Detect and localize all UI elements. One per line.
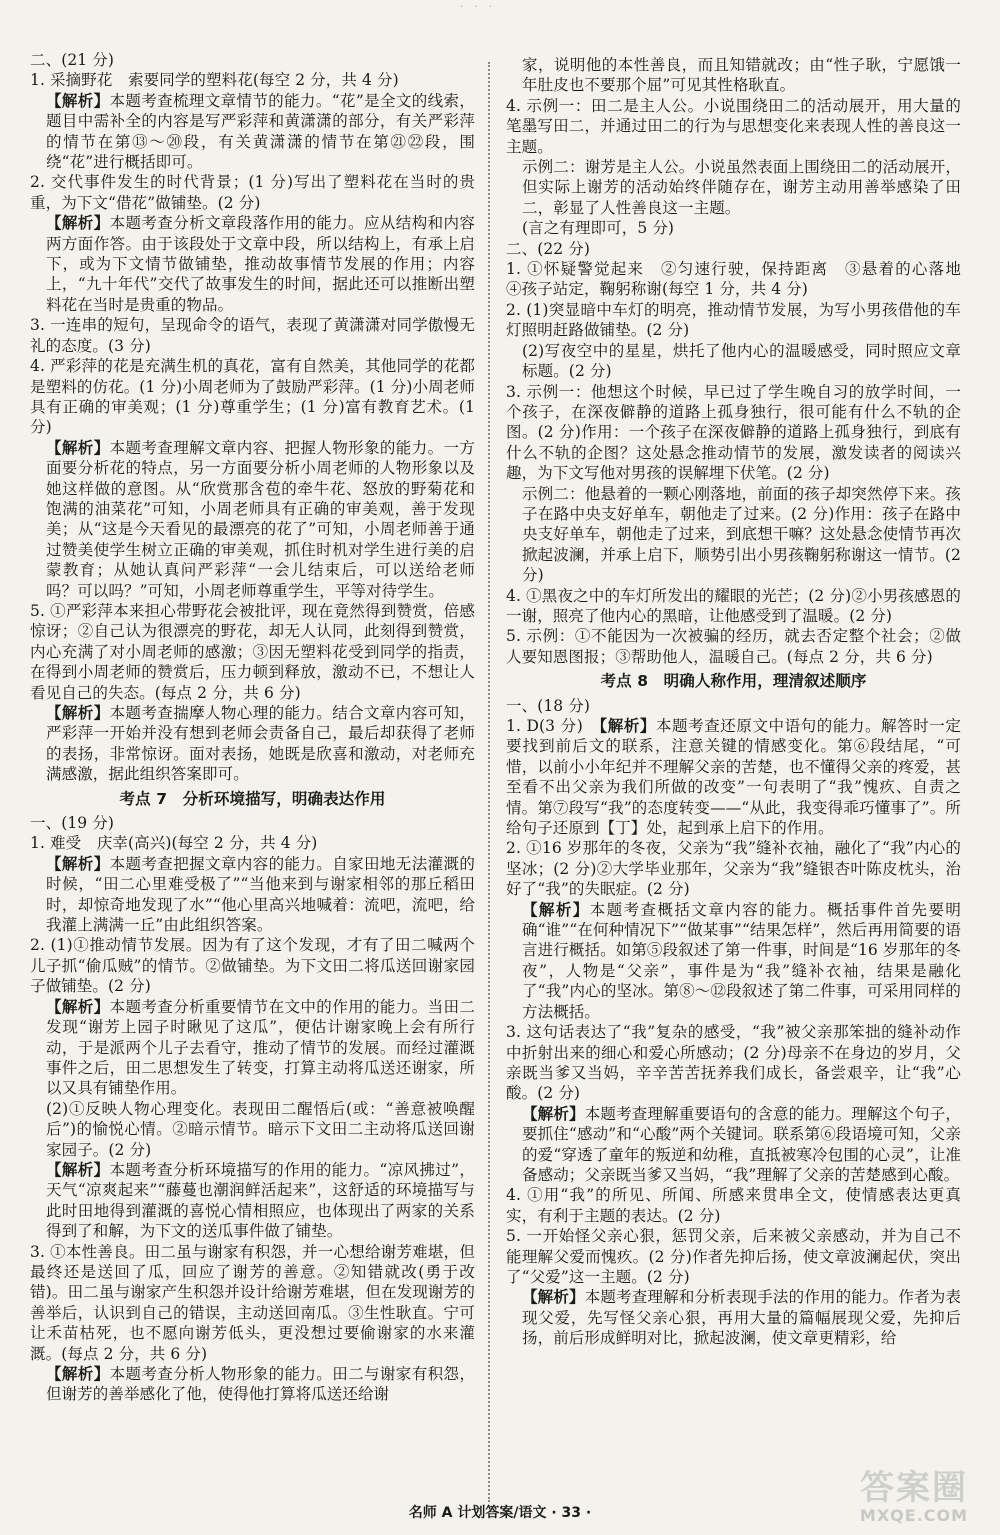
answer-paragraph: [506, 838, 961, 899]
paragraph-text: 4. 严彩萍的花是充满生机的真花，富有自然美，其他同学的花都是塑料的仿花。(1 分)小周老师为了鼓励严彩萍。(1 分)小周老师具有正确的审美观；(1 分)尊重学生；(1 分)富有教育艺术。(1 分): [30, 357, 475, 437]
analysis-tag: 【解析】: [46, 214, 110, 233]
answer-paragraph: [506, 1226, 961, 1287]
analysis-tag: 【解析】: [522, 1104, 585, 1123]
analysis-paragraph: [30, 854, 475, 936]
answer-paragraph: [506, 300, 961, 341]
paragraph-text: 5. ①严彩萍本来担心带野花会被批评，现在竟然得到赞赏，倍感惊讶；②自己认为很漂亮的野花，却无人认同，此刻得到赞赏，内心充满了对小周老师的感激；③因无塑料花受到同学的指责，在得到小周老师的赞赏后，压力顿到释放，激动不已，不想让人看见自己的失态。(每点 2 分，共 6 分): [30, 601, 475, 702]
answer-paragraph: [30, 50, 475, 70]
answer-paragraph: [506, 218, 961, 238]
paragraph-text: 本题考查梳理文章情节的能力。“花”是全文的线索，题目中需补全的内容是写严彩萍和黄潇潇的部分，有关严彩萍的情节在第⑬～⑳段，有关黄潇潇的情节在第㉑㉒段，围绕“花”进行概括即可。: [46, 91, 476, 172]
analysis-tag: 【解析】: [522, 1288, 585, 1307]
answer-paragraph: [506, 1185, 961, 1226]
paragraph-text: 本题考查分析人物形象的能力。田二与谢家有积怨，但谢芳的善举感化了他，使得他打算将瓜送还给谢: [46, 1365, 475, 1404]
answer-paragraph: [30, 172, 475, 213]
paragraph-text: 3. 示例一：他想这个时候，早已过了学生晚自习的放学时间，一个孩子，在深夜僻静的道路上孤身独行，很可能有什么不轨的企图。(2 分)作用：一个孩子在深夜僻静的道路上孤身独行，到底有什么不轨的企图？这处悬念推动情节的发展，激发读者的阅读兴趣，为下文写他对男孩的误解埋下伏笔。(2 分): [506, 382, 961, 483]
answer-paragraph: [506, 484, 961, 586]
answer-paragraph: [506, 341, 961, 382]
answer-paragraph: [506, 157, 961, 218]
paragraph-text: (2)写夜空中的星星，烘托了他内心的温暖感受，同时照应文章标题。(2 分): [522, 341, 961, 381]
paragraph-text: 4. ①用“我”的所见、所闻、所感来贯串全文，使情感表达更真实，有利于主题的表达。(2 分): [506, 1186, 961, 1225]
answer-paragraph: [506, 55, 961, 96]
answer-paragraph: [506, 626, 961, 667]
analysis-paragraph: [30, 91, 475, 173]
paragraph-text: 2. (1)突显暗中车灯的明亮，推动情节发展，为写小男孩借他的车灯照明赶路做铺垫。(2 分): [506, 300, 961, 340]
paragraph-text: 本题考查理解和分析表现手法的作用的能力。作者为表现父爱，先写怪父亲心狠，再用大量的篇幅展现父爱，先抑后扬，前后形成鲜明对比，掀起波澜，使文章更精彩，给: [522, 1288, 961, 1348]
answer-paragraph: [30, 935, 475, 996]
analysis-tag: 【解析】: [522, 900, 590, 919]
paragraph-text: 本题考查揣摩人物心理的能力。结合文章内容可知，严彩萍一开始并没有想到老师会责备自己，最后却获得了老师的表扬，非常惊讶。面对表扬，她既是欣喜和激动，对老师充满感激，据此组织答案即可。: [46, 704, 475, 784]
answer-paragraph: [30, 601, 475, 703]
page-footer: 名师 A 计划答案/语文 · 33 ·: [408, 1505, 592, 1521]
answer-paragraph: [30, 833, 475, 853]
paragraph-text: 示例二：谢芳是主人公。小说虽然表面上围绕田二的活动展开，但实际上谢芳的活动始终伴随存在，谢芳主动用善举感染了田二，彰显了人性善良这一主题。: [522, 158, 961, 217]
analysis-text: 本题考查还原文中语句的能力。解答时一定要找到前后文的联系，注意关键的情感变化。第⑥段结尾，“可惜，以前小小年纪并不理解父亲的苦楚，也不懂得父亲的疼爱，甚至看不出父亲为我们所做的改变”一句表明了“我”愧疚、自责之情。第⑦段写“我”的态度转变——“从此，我变得乖巧懂事了”。所给句子还原到【丁】处，起到承上启下的作用。: [506, 717, 961, 838]
paragraph-text: 3. ①本性善良。田二虽与谢家有积怨，并一心想给谢芳难堪，但最终还是送回了瓜，回应了谢芳的善意。②知错就改(勇于改错)。田二虽与谢家产生积怨并设计给谢芳难堪，但在发现谢芳的善举后，认识到自己的错误，主动送回南瓜。③生性耿直。宁可让禾苗枯死，也不愿向谢芳低头，更没想过要偷谢家的水来灌溉。(每点 2 分，共 6 分): [30, 1242, 475, 1363]
analysis-paragraph: [30, 997, 475, 1099]
column-divider: [488, 62, 490, 1502]
scan-marks: · · ·: [460, 2, 496, 13]
paragraph-text: 1. 难受 庆幸(高兴)(每空 2 分，共 4 分): [30, 834, 318, 853]
paragraph-text: 本题考查分析重要情节在文中的作用的能力。当田二发现“谢芳上园子时瞅见了这瓜”，便估计谢家晚上会有所行动，于是派两个儿子去看守，推动了情节的发展。而经过灌溉事件之后，田二思想发生了转变，打算主动将瓜送还谢家，所以又具有铺垫作用。: [46, 997, 475, 1098]
paragraph-text: 本题考查理解文章内容、把握人物形象的能力。一方面要分析花的特点，另一方面要分析小周老师的人物形象以及她这样做的意图。从“欣赏那含苞的牵牛花、怒放的野菊花和饱满的油菜花”可知，小周老师具有正确的审美观，善于发现美；从“这是今天看见的最漂亮的花了”可知，小周老师善于通过赞美使学生树立正确的审美观，抓住时机对学生进行美的启蒙教育；从她认真问严彩萍“一会儿结束后，可以送给老师吗？可以吗？”可知，小周老师尊重学生，平等对待学生。: [46, 438, 475, 600]
paragraph-text: 3. 一连串的短句，呈现命令的语气，表现了黄潇潇对同学傲慢无礼的态度。(3 分): [30, 316, 475, 355]
answer-paragraph: [506, 696, 961, 716]
paragraph-text: 2. ①16 岁那年的冬夜，父亲为“我”缝补衣袖，融化了“我”内心的坚冰；(2 分)②大学毕业那年，父亲为“我”缝银杏叶陈皮枕头，治好了“我”的失眠症。(2 分): [506, 839, 961, 899]
answer-paragraph: [506, 1022, 961, 1104]
right-column: [506, 55, 977, 1349]
analysis-tag: 【解析】: [46, 1365, 110, 1383]
paragraph-text: 本题考查概括文章内容的能力。概括事件首先要明确“谁”“在何种情况下”“做某事”“结果怎样”，然后再用简要的语言进行概括。如第⑤段叙述了第一件事，时间是“16 岁那年的冬夜”，人物是“父亲”，事件是为“我”缝补衣袖，结果是融化了“我”内心的坚冰。第⑧～⑫段叙述了第二件事，可采用同样的方法概括。: [522, 900, 961, 1021]
section-heading: 考点 8 明确人称作用，理清叙述顺序: [600, 672, 867, 691]
watermark-logo-text: 答案圈: [860, 1468, 968, 1508]
answer-text: 1. D(3 分): [506, 717, 583, 735]
paragraph-text: 本题考查理解重要语句的含意的能力。理解这个句子，要抓住“感动”和“心酸”两个关键词。联系第⑥段语境可知，父亲的爱“穿透了童年的叛逆和幼稚，直抵被寒冷包围的心灵”，让准备感动；父亲既当爹又当妈，“我”理解了父亲的苦楚感到心酸。: [522, 1104, 961, 1184]
analysis-paragraph: [30, 703, 475, 785]
answer-paragraph: [30, 70, 475, 90]
analysis-tag: 【解析】: [46, 854, 110, 873]
analysis-tag: 【解析】: [46, 997, 110, 1016]
paragraph-text: 本题考查分析文章段落作用的能力。应从结构和内容两方面作答。由于该段处于文章中段，所以结构上，有承上启下，或为下文情节做铺垫，推动故事情节发展的作用；内容上，“九十年代”交代了故事发生的时间，据此还可以推断出塑料花在当时是贵重的物品。: [46, 214, 475, 314]
paragraph-text: 4. ①黑夜之中的车灯所发出的耀眼的光芒；(2 分)②小男孩感恩的一谢，照亮了他内心的黑暗，让他感受到了温暖。(2 分): [506, 586, 961, 625]
answer-paragraph: [30, 813, 475, 833]
analysis-paragraph: [30, 213, 475, 315]
answer-paragraph: [30, 315, 475, 356]
paragraph-text: 一、(18 分): [506, 696, 591, 715]
answer-paragraph: [30, 356, 475, 438]
paragraph-text: 本题考查把握文章内容的能力。自家田地无法灌溉的时候，“田二心里难受极了”“当他来到与谢家相邻的那丘稻田时，却惊奇地发现了水”“他心里高兴地喊着：流吧，流吧，给我灌上满满一丘”由此组织答案。: [46, 854, 475, 935]
answer-paragraph: [30, 1242, 475, 1364]
answer-paragraph: [506, 586, 961, 627]
section-heading: 考点 7 分析环境描写，明确表达作用: [119, 789, 386, 808]
analysis-paragraph: [30, 438, 475, 601]
analysis-tag: 【解析】: [46, 438, 110, 457]
analysis-paragraph: [506, 1287, 961, 1348]
paragraph-text: 5. 一开始怪父亲心狠，惩罚父亲，后来被父亲感动，并为自己不能理解父爱而愧疚。(2 分)作者先抑后扬，使文章波澜起伏，突出了“父爱”这一主题。(2 分): [506, 1227, 961, 1286]
paragraph-text: (2)①反映人物心理变化。表现田二醒悟后(或：“善意被唤醒后”)的愉悦心情。②暗示情节。暗示下文田二主动将瓜送回谢家园子。(2 分): [46, 1099, 475, 1159]
paragraph-text: 3. 这句话表达了“我”复杂的感受，“我”被父亲那笨拙的缝补动作中折射出来的细心和爱心所感动；(2 分)母亲不在身边的岁月，父亲既当爹又当妈，辛辛苦苦抚养我们成长，备尝艰辛，让“我”心酸。(2 分): [506, 1023, 961, 1103]
paragraph-text: 2. (1)①推动情节发展。因为有了这个发现，才有了田二喊两个儿子抓“偷瓜贼”的情节。②做铺垫。为下文田二将瓜送回谢家园子做铺垫。(2 分): [30, 936, 475, 996]
watermark-logo: [850, 1469, 978, 1529]
paragraph-text: 本题考查分析环境描写的作用的能力。“凉风拂过”，天气“凉爽起来”“藤蔓也潮润鲜活起来”，这舒适的环境描写与此时田地得到灌溉的喜悦心情相照应，也体现出了两家的关系得到了和解，为下文的送瓜事件做了铺垫。: [46, 1160, 476, 1241]
analysis-paragraph: [30, 1160, 475, 1242]
answer-paragraph: [506, 382, 961, 484]
answer-paragraph: [506, 259, 977, 300]
paragraph-text: 5. 示例：①不能因为一次被骗的经历，就去否定整个社会；②做人要知恩图报；③帮助他人，温暖自己。(每点 2 分，共 6 分): [506, 627, 961, 666]
analysis-tag: 【解析】: [46, 704, 110, 722]
analysis-paragraph: [30, 1364, 475, 1405]
answer-paragraph: [30, 1099, 475, 1160]
watermark-url: MXQE.COM: [859, 1506, 969, 1525]
paragraph-text: 一、(19 分): [30, 814, 115, 833]
analysis-tag: 【解析】: [46, 1160, 110, 1179]
paragraph-text: (言之有理即可，5 分): [522, 219, 675, 238]
paragraph-text: 1. ①怀疑警觉起来 ②匀速行驶，保持距离 ③悬着的心落地 ④孩子站定，鞠躬称谢(每空 1 分，共 4 分): [506, 260, 977, 299]
analysis-paragraph: [506, 900, 961, 1022]
paragraph-text: 2. 交代事件发生的时代背景；(1 分)写出了塑料花在当时的贵重，为下文“借花”做铺垫。(2 分): [30, 173, 475, 212]
analysis-tag: 【解析】: [46, 91, 110, 110]
paragraph-text: 家，说明他的本性善良，而且知错就改；由“性子耿，宁愿饿一年肚皮也不要那个屈”可见其性格耿直。: [522, 56, 961, 95]
paragraph-text: 4. 示例一：田二是主人公。小说围绕田二的活动展开，用大量的笔墨写田二，并通过田二的行为与思想变化来表现人性的善良这一主题。: [506, 96, 961, 156]
paragraph-text: 二、(22 分): [506, 239, 591, 258]
paragraph-text: 1. 采摘野花 索要同学的塑料花(每空 2 分，共 4 分): [30, 71, 399, 90]
answer-paragraph: [506, 96, 961, 157]
paragraph-text: 二、(21 分): [30, 51, 115, 69]
answer-paragraph: [506, 239, 961, 259]
analysis-tag: 【解析】: [599, 717, 656, 735]
analysis-paragraph: [506, 1104, 961, 1186]
left-column: [30, 50, 475, 1405]
paragraph-text: 示例二：他悬着的一颗心刚落地，前面的孩子却突然停下来。孩子在路中央支好单车，朝他走了过来。(2 分)作用：孩子在路中央支好单车，朝他走了过来，到底想干嘛？这处悬念使情节再次掀起波澜，并承上启下，顺势引出小男孩鞠躬称谢这一情节。(2 分): [522, 484, 961, 585]
answer-paragraph: [506, 716, 961, 838]
